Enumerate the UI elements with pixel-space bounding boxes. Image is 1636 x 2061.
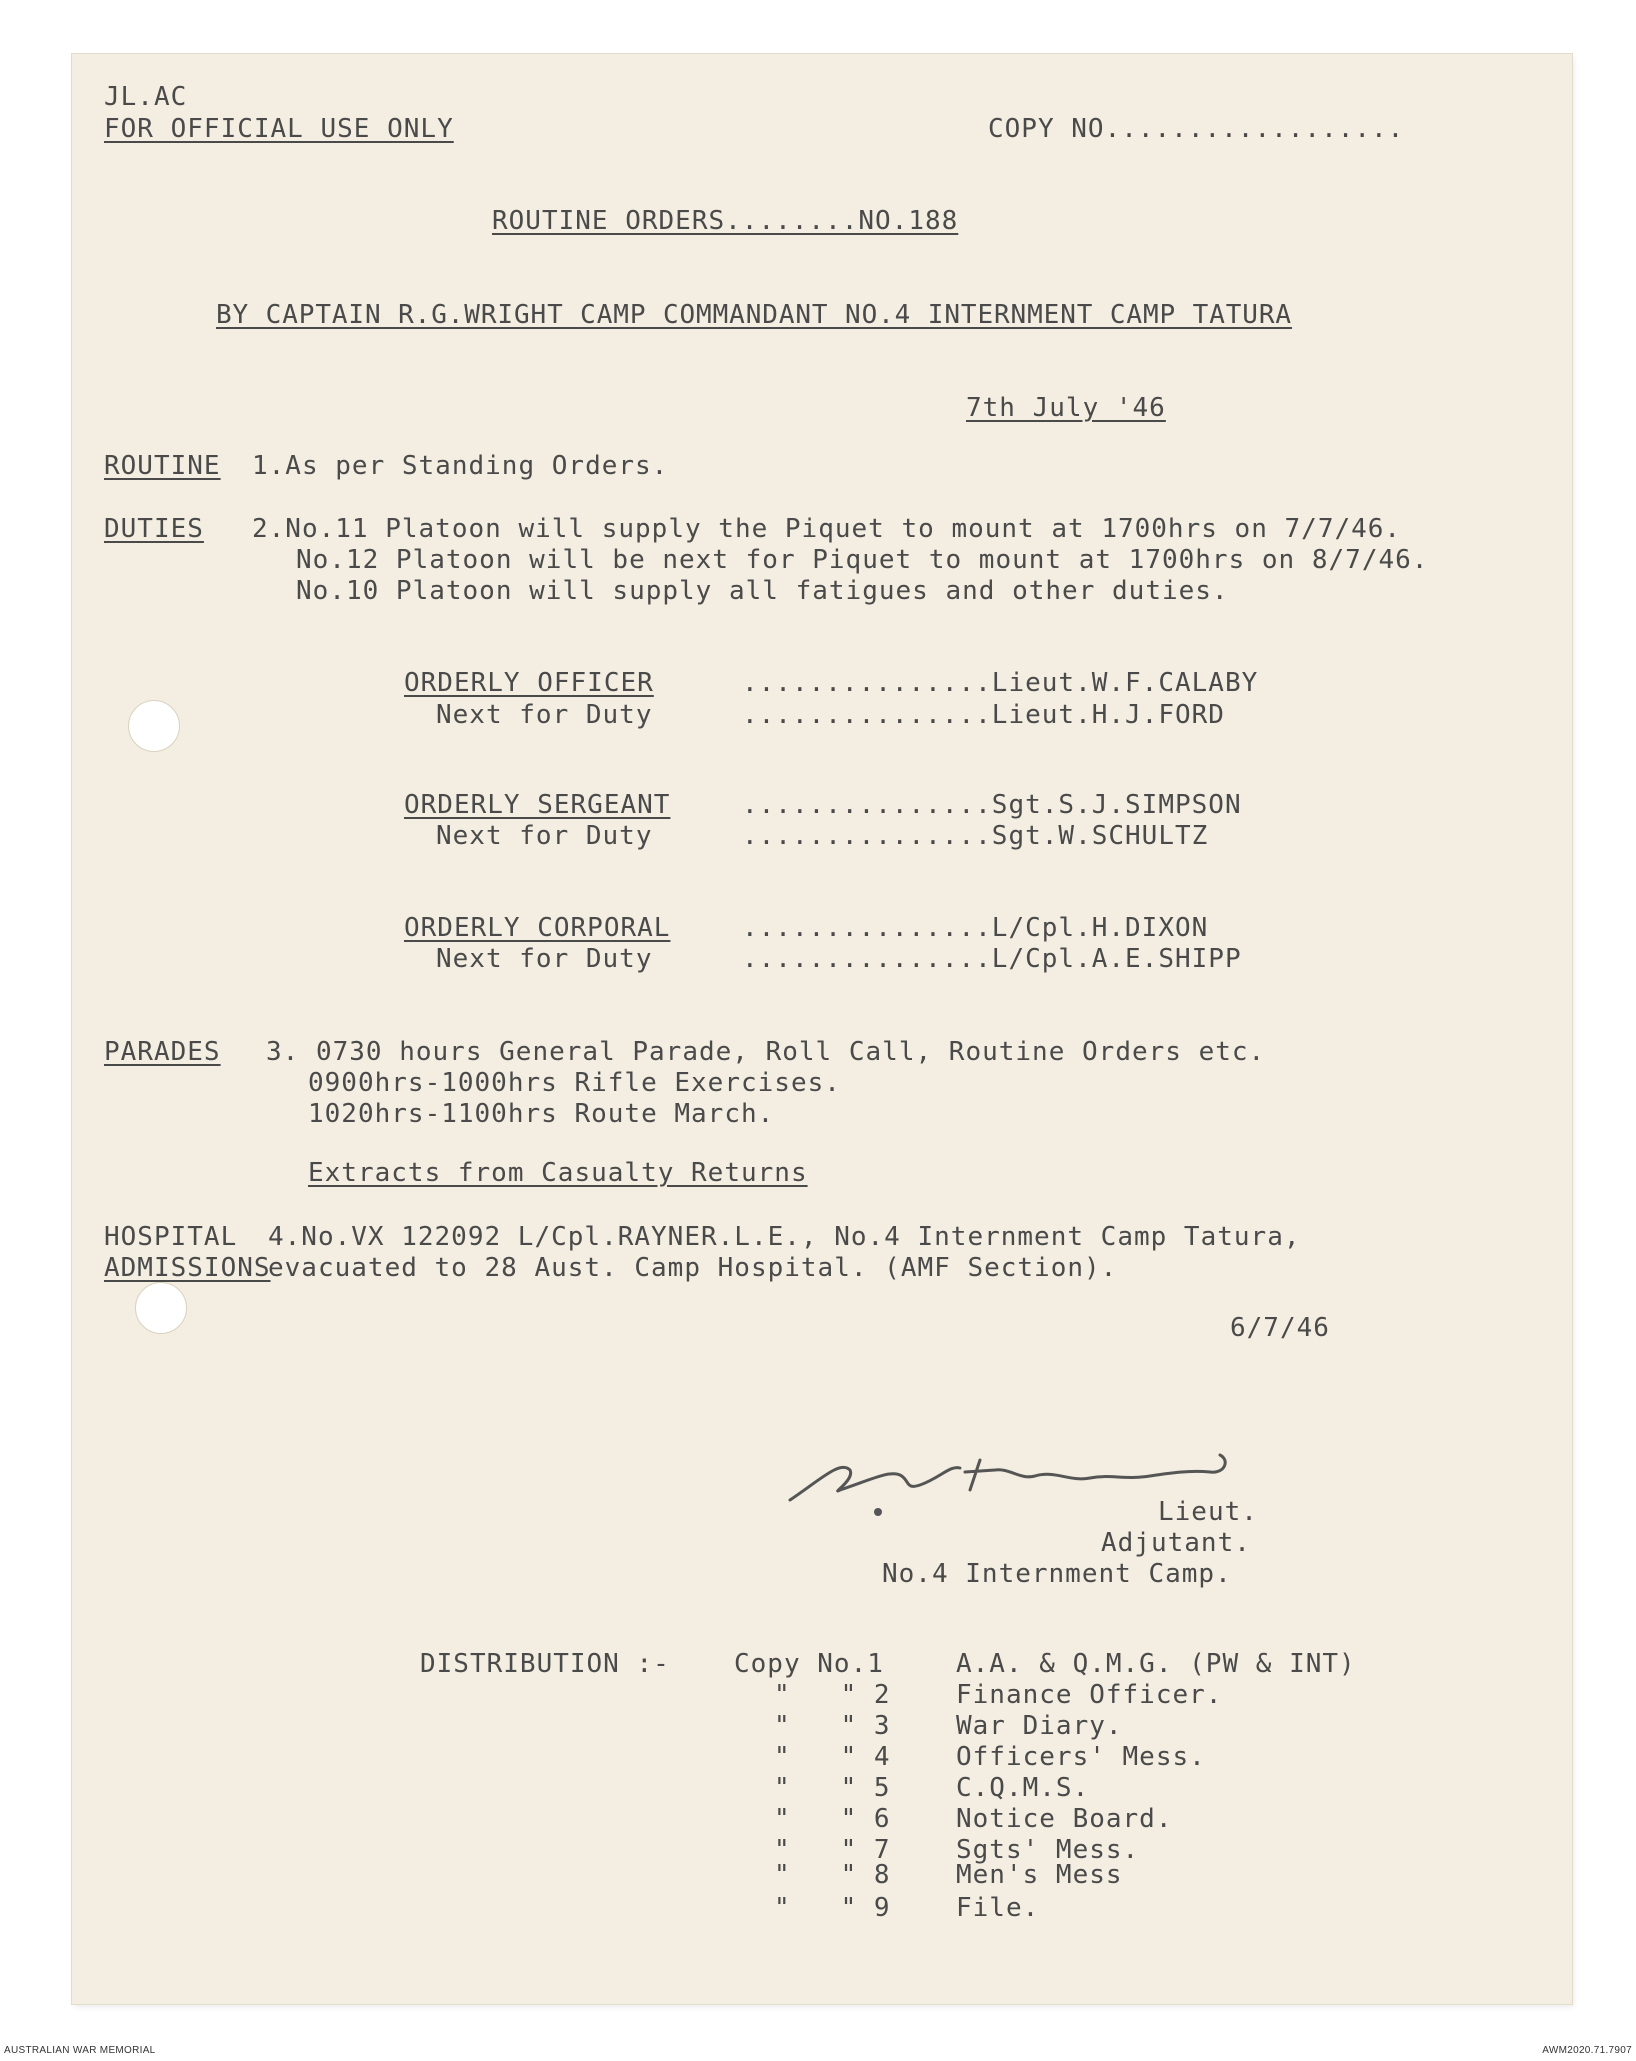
issuer-line: BY CAPTAIN R.G.WRIGHT CAMP COMMANDANT NO.4 INTERNMENT CAMP TATURA (216, 300, 1292, 330)
distribution-copy: " " 7 (774, 1835, 891, 1865)
roster-role: ORDERLY OFFICER (404, 668, 654, 698)
distribution-recipient: Sgts' Mess. (956, 1835, 1140, 1865)
distribution-copy: " " 8 (774, 1860, 891, 1890)
distribution-recipient: A.A. & Q.M.G. (PW & INT) (956, 1649, 1356, 1679)
copy-number: COPY NO.................. (988, 114, 1405, 144)
signature-rank: Lieut. (1158, 1497, 1258, 1527)
distribution-copy: " " 2 (774, 1680, 891, 1710)
footer-accession-number: AWM2020.71.7907 (1542, 2045, 1632, 2056)
roster-role: ORDERLY SERGEANT (404, 790, 671, 820)
casualty-date: 6/7/46 (1230, 1313, 1330, 1343)
parades-line: 0900hrs-1000hrs Rifle Exercises. (308, 1068, 841, 1098)
reference-initials: JL.AC (104, 82, 188, 112)
distribution-copy: " " 9 (774, 1893, 891, 1923)
routine-text: 1.As per Standing Orders. (252, 451, 669, 481)
parades-heading: PARADES (104, 1037, 221, 1067)
distribution-recipient: Finance Officer. (956, 1680, 1223, 1710)
classification-label: FOR OFFICIAL USE ONLY (104, 114, 454, 144)
roster-next: ...............L/Cpl.A.E.SHIPP (742, 944, 1242, 974)
roster-current: ...............L/Cpl.H.DIXON (742, 913, 1209, 943)
distribution-copy: " " 5 (774, 1773, 891, 1803)
distribution-recipient: Notice Board. (956, 1804, 1173, 1834)
signature-appointment: Adjutant. (1101, 1528, 1251, 1558)
roster-next: ...............Lieut.H.J.FORD (742, 700, 1225, 730)
roster-next: ...............Sgt.W.SCHULTZ (742, 821, 1209, 851)
distribution-recipient: War Diary. (956, 1711, 1123, 1741)
roster-role: ORDERLY CORPORAL (404, 913, 671, 943)
roster-next-label: Next for Duty (436, 944, 653, 974)
order-date: 7th July '46 (966, 393, 1166, 423)
roster-next-label: Next for Duty (436, 700, 653, 730)
routine-heading: ROUTINE (104, 451, 221, 481)
casualty-label-hospital: HOSPITAL (104, 1222, 238, 1252)
roster-current: ...............Sgt.S.J.SIMPSON (742, 790, 1242, 820)
distribution-copy: " " 3 (774, 1711, 891, 1741)
roster-next-label: Next for Duty (436, 821, 653, 851)
distribution-recipient: C.Q.M.S. (956, 1773, 1090, 1803)
distribution-recipient: Officers' Mess. (956, 1742, 1206, 1772)
punch-hole-bottom (135, 1282, 187, 1334)
duties-line: No.10 Platoon will supply all fatigues and other duties. (296, 576, 1229, 606)
parades-line: 3. 0730 hours General Parade, Roll Call, Routine Orders etc. (266, 1037, 1266, 1067)
signature-unit: No.4 Internment Camp. (882, 1559, 1232, 1589)
distribution-recipient: Men's Mess (956, 1860, 1123, 1890)
distribution-label: DISTRIBUTION :- (420, 1649, 670, 1679)
roster-current: ...............Lieut.W.F.CALABY (742, 668, 1259, 698)
punch-hole-top (128, 700, 180, 752)
duties-line: No.12 Platoon will be next for Piquet to mount at 1700hrs on 8/7/46. (296, 545, 1429, 575)
casualty-line: 4.No.VX 122092 L/Cpl.RAYNER.L.E., No.4 Internment Camp Tatura, (268, 1222, 1301, 1252)
casualty-heading: Extracts from Casualty Returns (308, 1158, 808, 1188)
duties-heading: DUTIES (104, 514, 204, 544)
order-title: ROUTINE ORDERS........NO.188 (492, 206, 959, 236)
distribution-copy: Copy No.1 (734, 1649, 884, 1679)
duties-line: 2.No.11 Platoon will supply the Piquet to mount at 1700hrs on 7/7/46. (252, 514, 1402, 544)
distribution-copy: " " 4 (774, 1742, 891, 1772)
parades-line: 1020hrs-1100hrs Route March. (308, 1099, 775, 1129)
footer-institution: AUSTRALIAN WAR MEMORIAL (4, 2045, 156, 2056)
distribution-copy: " " 6 (774, 1804, 891, 1834)
casualty-label-admissions: ADMISSIONS (104, 1253, 271, 1283)
distribution-recipient: File. (956, 1893, 1040, 1923)
casualty-line: evacuated to 28 Aust. Camp Hospital. (AMF Section). (268, 1253, 1118, 1283)
